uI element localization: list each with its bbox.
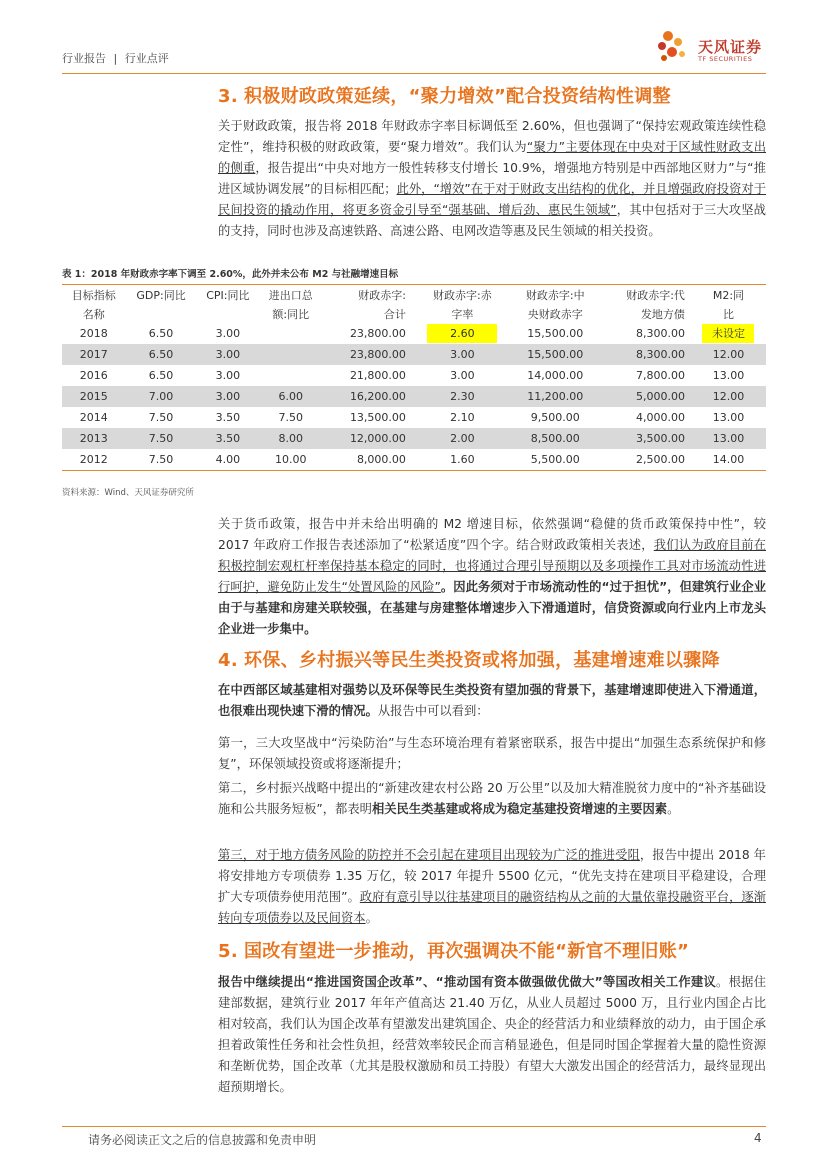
text-run: 第一，三大攻坚战中“污染防治”与生态环境治理有着紧密联系，报告中提出“加强生态系统保护和修复”，环保领域投资或将逐渐提升； [218, 736, 766, 771]
monetary-policy-paragraph [218, 514, 766, 640]
table-header-cell: 财政赤字:中 [513, 285, 598, 305]
text-run: ，其中包括对于三大攻坚战的支持，同时也涉及高速铁路、高速公路、电网改造等惠及民生领域的相关投资。 [218, 203, 766, 238]
bold-text: 报告中继续提出“推进国资国企改革”、“推动国有资本做强做优做大”等国改相关工作建议 [218, 975, 717, 989]
text-run: ，报告中提出 2018 年将安排地方专项债券 1.35 万亿，较 2017 年提升 5500 亿元，“优先支持在建项目平稳建设，合理扩大专项债券使用范围”。 [218, 848, 766, 904]
table-cell: 8,000.00 [323, 449, 412, 471]
table-header-cell: 额:同比 [272, 307, 310, 321]
underlined-text: 政府有意引导以往基建项目的融资结构从之前的大量依靠投融资平台，逐渐转向专项债券以及民间资本 [218, 890, 766, 925]
text-run: 。 [365, 911, 378, 925]
table-cell: 6.00 [259, 386, 322, 407]
section-4-point-1 [218, 733, 766, 775]
table-cell: 21,800.00 [349, 369, 406, 382]
table-cell: 2017 [62, 344, 125, 365]
table-source: 资料来源：Wind、天风证券研究所 [62, 488, 194, 498]
table-header-cell: 合计 [383, 307, 406, 321]
table-row [62, 344, 766, 365]
table-cell: 7.50 [125, 428, 196, 449]
table-cell: 13.00 [712, 369, 745, 382]
text-run: 。根据住建部数据，建筑行业 2017 年年产值高达 21.40 万亿，从业人员超过 5000 万，且行业内国企占比相对较高，我们认为国企改革有望激发出建筑国企、央企的经营活力和业绩释放的动力，由于国企承担着政策性任务和社会性负担，经营效率较民企而言稍显逊色，但是同时国企掌握着大量的隐性资源和垄断优势，国企改革（尤其是股权激励和员工持股）有望大大激发出国企的经营活力，最终显现出超预期增长。 [218, 975, 766, 1094]
section-3-title [218, 82, 671, 108]
table-cell: 2.30 [412, 386, 513, 407]
table-cell [259, 323, 322, 344]
table-header-cell: CPI:同比 [197, 285, 259, 305]
table-header-cell: 财政赤字:代 [598, 285, 691, 305]
table-header-cell: 央财政赤字 [527, 307, 583, 321]
table-cell: 3.00 [450, 369, 475, 382]
footer-disclaimer: 请务必阅读正文之后的信息披露和免责申明 [88, 1133, 317, 1147]
table-cell: 2015 [62, 386, 125, 407]
table-cell [259, 344, 322, 365]
section-5-paragraph [218, 972, 766, 1098]
table-cell: 13,500.00 [349, 411, 406, 424]
section-3-heading: 积极财政政策延续，“聚力增效”配合投资结构性调整 [243, 86, 671, 107]
table-cell: 11,200.00 [513, 386, 598, 407]
table-row [62, 323, 766, 344]
table-header-cell: 财政赤字: [323, 285, 412, 305]
text-run: 关于财政政策，报告将 2018 年财政赤字率目标调低至 2.60%，但也强调了“保持宏观政策连续性稳定性”，维持积极的财政政策，要“聚力增效”。我们认为 [218, 119, 766, 154]
text-run: 。 [667, 802, 680, 816]
text-run: 从报告中可以看到： [377, 704, 489, 718]
table-cell: 3.00 [412, 344, 513, 365]
table-cell: 2.10 [450, 411, 475, 424]
table-cell: 3.00 [197, 386, 259, 407]
bold-text: 相关民生类基建或将成为稳定基建投资增速的主要因素 [371, 802, 668, 816]
section-3-number: 3. [218, 86, 238, 107]
table-cell: 3.00 [215, 327, 241, 340]
table-cell: 15,500.00 [513, 344, 598, 365]
table-header-cell: 字率 [451, 307, 474, 321]
table-cell: 12.00 [691, 344, 766, 365]
table-cell: 16,200.00 [323, 386, 412, 407]
underlined-text: “聚力”主要体现在中央对于区域性财政支出的侧重 [218, 140, 766, 175]
table-row [62, 386, 766, 407]
table-cell: 5,500.00 [513, 449, 598, 471]
section-5-title [218, 937, 689, 963]
table-cell: 6.50 [125, 344, 196, 365]
table-cell: 4.00 [197, 449, 259, 471]
header-rule [62, 73, 766, 74]
section-4-title [218, 646, 720, 672]
table-cell: 3.50 [215, 411, 241, 424]
table-row [62, 449, 766, 471]
table-cell [412, 323, 513, 344]
table-cell: 4,000.00 [635, 411, 685, 424]
table-cell: 7.50 [278, 411, 304, 424]
table-header-cell: GDP:同比 [125, 285, 196, 305]
table-cell [259, 365, 322, 386]
table-cell: 12.00 [691, 386, 766, 407]
table-cell: 2,500.00 [598, 449, 691, 471]
table-cell: 5,000.00 [598, 386, 691, 407]
table-header-cell: 名称 [82, 307, 105, 321]
table-cell: 13.00 [712, 411, 745, 424]
table-cell: 3.50 [197, 428, 259, 449]
report-subcategory: 行业点评 [124, 52, 169, 65]
table-row [62, 365, 766, 386]
footer-rule [62, 1126, 766, 1127]
table-cell: 2018 [79, 327, 108, 340]
table-cell: 2014 [79, 411, 108, 424]
table-cell: 8.00 [259, 428, 322, 449]
table-cell: 14.00 [691, 449, 766, 471]
breadcrumb-separator: | [113, 52, 118, 65]
logo-text: 天风证券 [698, 38, 763, 56]
table-header-cell: 比 [722, 307, 734, 321]
report-category: 行业报告 [62, 52, 106, 65]
text-run: 第二，乡村振兴战略中提出的“新建改建农村公路 20 万公里”以及加大精准脱贫力度中的“补齐基础设施和公共服务短板”，都表明 [218, 781, 766, 816]
underlined-text: 我们认为政府目前在积极控制宏观杠杆率保持基本稳定的同时，也将通过合理引导预期以及多项操作工具对市场流动性进行呵护，避免防止发生“处置风险的风险” [218, 538, 766, 594]
table-cell: 1.60 [412, 449, 513, 471]
table-cell: 3,500.00 [598, 428, 691, 449]
table-cell: 3.00 [215, 369, 241, 382]
logo-subtext: TF SECURITIES [698, 55, 753, 63]
table-cell: 7,800.00 [635, 369, 685, 382]
table-cell: 7.50 [125, 449, 196, 471]
table-cell: 2016 [79, 369, 108, 382]
table-cell: 2013 [62, 428, 125, 449]
table-cell: 8,300.00 [598, 344, 691, 365]
table-cell: 7.00 [125, 386, 196, 407]
table-cell: 13.00 [691, 428, 766, 449]
section-4-point-3 [218, 845, 766, 929]
table-header-cell: 财政赤字:赤 [412, 285, 513, 305]
table-cell: 3.00 [197, 344, 259, 365]
table-cell: 6.50 [148, 327, 174, 340]
table-cell: 7.50 [148, 411, 174, 424]
section-4-intro [218, 680, 766, 722]
text-run: 关于货币政策，报告中并未给出明确的 M2 增速目标，依然强调“稳健的货币政策保持中性”，较 2017 年政府工作报告表述添加了“松紧适度”四个字。结合财政政策相关表述， [218, 517, 766, 552]
text-run: ，报告提出“中央对地方一般性转移支付增长 10.9%，增强地方特别是中西部地区财力”与“推进区域协调发展”的目标相匹配； [218, 161, 766, 196]
table-cell: 6.50 [148, 369, 174, 382]
table-header-row-1 [62, 285, 766, 305]
highlighted-value: 2.60 [427, 324, 497, 343]
bold-text: 在中西部区域基建相对强势以及环保等民生类投资有望加强的背景下，基建增速即使进入下滑通道，也很难出现快速下滑的情况。 [218, 683, 766, 718]
fiscal-policy-paragraph [218, 116, 766, 242]
table-cell: 12,000.00 [323, 428, 412, 449]
fiscal-table [62, 284, 766, 471]
table-cell: 9,500.00 [530, 411, 580, 424]
table-cell: 15,500.00 [527, 327, 584, 340]
page-number: 4 [754, 1131, 762, 1145]
table-cell [691, 323, 766, 344]
table-title: 表 1：2018 年财政赤字率下调至 2.60%，此外并未公布 M2 与社融增速目标 [62, 269, 399, 280]
section-5-number: 5. [218, 941, 238, 962]
table-header-cell: 发地方债 [640, 307, 685, 321]
table-header-cell: M2:同 [691, 285, 766, 305]
bold-text: 。因此务须对于市场流动性的“过于担忧”，但建筑行业企业由于与基建和房建关联较强，在基建与房建整体增速步入下滑通道时，信贷资源或向行业内上市龙头企业进一步集中。 [218, 580, 766, 636]
table-cell: 23,800.00 [349, 327, 406, 340]
table-header-cell: 进出口总 [259, 285, 322, 305]
table-cell: 23,800.00 [323, 344, 412, 365]
section-5-heading: 国改有望进一步推动，再次强调决不能“新官不理旧账” [243, 941, 690, 962]
table-cell: 2.00 [412, 428, 513, 449]
highlighted-value: 未设定 [702, 324, 754, 343]
table-cell: 2012 [62, 449, 125, 471]
table-row [62, 428, 766, 449]
underlined-text: 第三，对于地方债务风险的防控并不会引起在建项目出现较为广泛的推进受阻 [218, 848, 640, 862]
table-cell: 8,300.00 [635, 327, 685, 340]
underlined-text: 此外，“增效”在于对于财政支出结构的优化，并且增强政府投资对于民间投资的撬动作用，将更多资金引导至“强基础、增后劲、惠民生领域” [218, 182, 766, 217]
table-cell: 8,500.00 [513, 428, 598, 449]
section-4-number: 4. [218, 650, 238, 671]
section-4-point-2 [218, 778, 766, 820]
table-header-cell: 目标指标 [62, 285, 125, 305]
table-header-cell [197, 304, 259, 323]
table-row [62, 407, 766, 428]
table-cell: 14,000.00 [527, 369, 584, 382]
table-header-cell [125, 304, 196, 323]
table-header-row-2 [62, 304, 766, 323]
report-breadcrumb [62, 50, 173, 66]
section-4-heading: 环保、乡村振兴等民生类投资或将加强，基建增速难以骤降 [243, 650, 720, 671]
table-cell: 10.00 [259, 449, 322, 471]
